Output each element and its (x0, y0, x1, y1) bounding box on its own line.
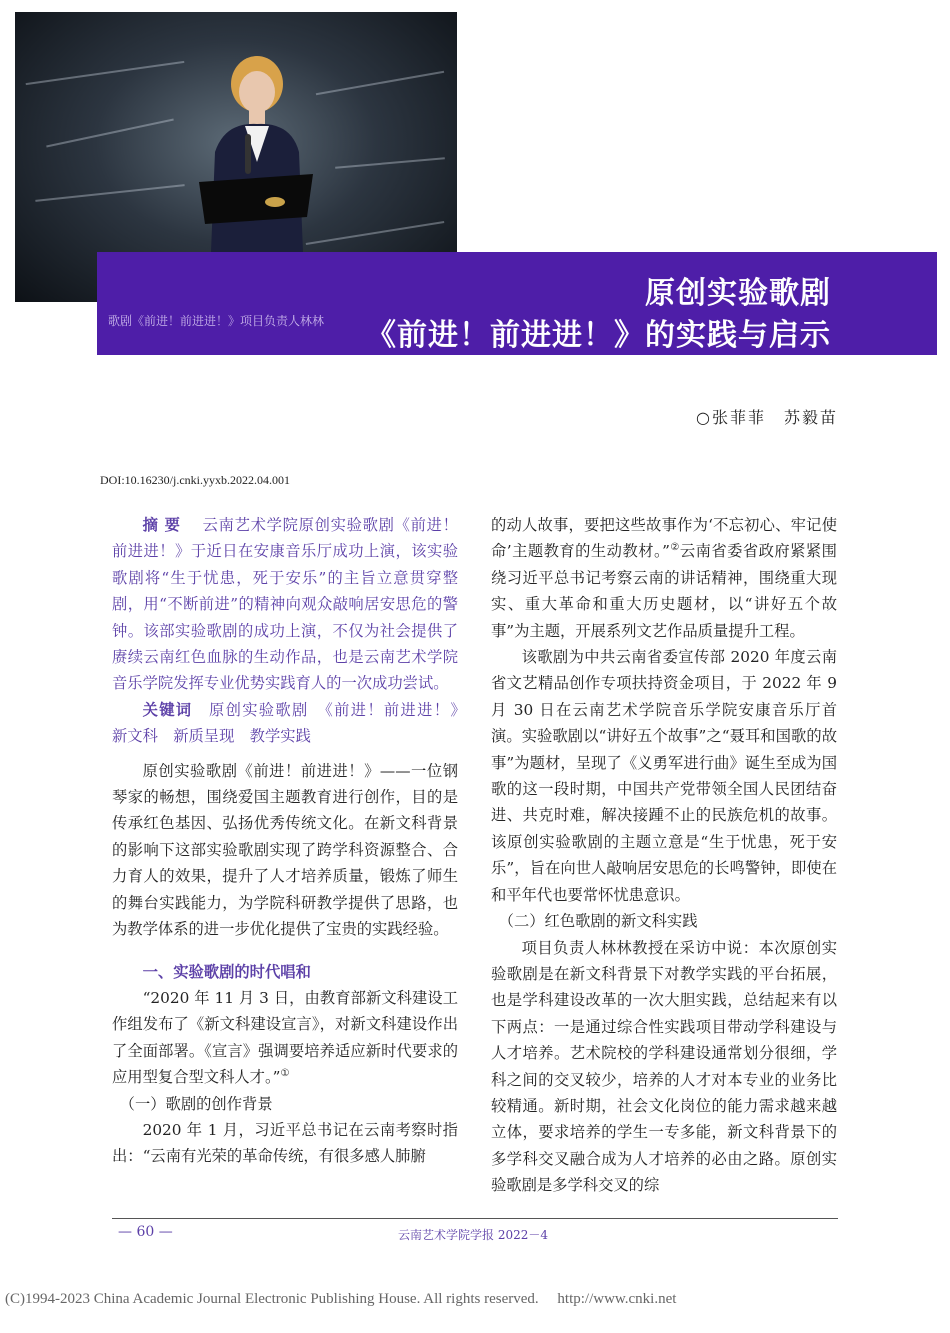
article-title-line1: 原创实验歌剧 (645, 276, 831, 311)
paragraph: “2020 年 11 月 3 日，由教育部新文科建设工作组发布了《新文科建设宣言》，对新文科建设作出了全面部署。《宣言》强调要培养适应新时代要求的应用型复合型文科人才。”① (112, 988, 458, 1087)
subsection-heading-2: （二）红色歌剧的新文科实践 (498, 912, 698, 931)
journal-name: 云南艺术学院学报 2022－4 (398, 1228, 548, 1242)
photo-caption: 歌剧《前进！前进进！》项目负责人林林 (108, 314, 325, 328)
doi: DOI:10.16230/j.cnki.yyxb.2022.04.001 (100, 473, 290, 487)
abstract-label: 摘要 (142, 516, 187, 534)
abstract-text: 云南艺术学院原创实验歌剧《前进！前进进！》于近日在安康音乐厅成功上演，该实验歌剧将“生于忧患，死于安乐”的主旨立意贯穿整剧，用“不断前进”的精神向观众敲响居安思危的警钟。该部实验歌剧的成功上演，不仅为社会提供了赓续云南红色血脉的生动作品，也是云南艺术学院音乐学院发挥专业优势实践育人的一次成功尝试。 (112, 516, 458, 693)
footnote-ref[interactable]: ① (280, 1068, 290, 1080)
authors: ○张菲菲 苏毅苗 (696, 408, 838, 427)
paragraph: 项目负责人林林教授在采访中说：本次原创实验歌剧是在新文科背景下对教学实践的平台拓展，也是学科建设改革的一次大胆实践，总结起来有以下两点：一是通过综合性实践项目带动学科建设与人才培养。艺术院校的学科建设通常划分很细，学科之间的交叉较少，培养的人才对本专业的业务比较精通。新时期，社会文化岗位的能力需求越来越立体，要求培养的学生一专多能，新文科背景下的多学科交叉融合成为人才培养的必由之路。原创实验歌剧是多学科交叉的综 (491, 938, 837, 1195)
keywords-label: 关键词 (142, 700, 193, 719)
paragraph: 的动人故事，要把这些故事作为‘不忘初心、牢记使命’主题教育的生动教材。”②云南省委省政府紧紧围绕习近平总书记考察云南的讲话精神，围绕重大现实、重大革命和重大历史题材，以“讲好五个故事”为主题，开展系列文艺作品质量提升工程。 (491, 516, 837, 640)
keywords-text: 原创实验歌剧 《前进！前进进！》 新文科 新质呈现 教学实践 (112, 700, 474, 746)
right-column (491, 512, 837, 1199)
section-heading-1: 一、实验歌剧的时代唱和 (142, 962, 311, 981)
article-title-line2: 《前进！前进进！》的实践与启示 (366, 318, 831, 353)
footnote-ref[interactable]: ② (669, 542, 680, 554)
paragraph: 2020 年 1 月，习近平总书记在云南考察时指出：“云南有光荣的革命传统，有很多感人肺腑 (112, 1120, 458, 1166)
copyright-notice: (C)1994-2023 China Academic Journal Electronic Publishing House. All rights reserved. http://www.cnki.net (5, 1291, 677, 1307)
paragraph: 该歌剧为中共云南省委宣传部 2020 年度云南省文艺精品创作专项扶持资金项目，于 2022 年 9 月 30 日在云南艺术学院音乐学院安康音乐厅首演。实验歌剧以“讲好五个故事”之“聂耳和国歌的故事”为题材，呈现了《义勇军进行曲》诞生至成为国歌的这一段时期，中国共产党带领全国人民团结奋进、共克时难，解决接踵不止的民族危机的故事。该原创实验歌剧的主题立意是“生于忧患，死于安乐”，旨在向世人敲响居安思危的长鸣警钟，即使在和平年代也要常怀忧患意识。 (491, 648, 837, 904)
intro-paragraph: 原创实验歌剧《前进！前进进！》——一位钢琴家的畅想，围绕爱国主题教育进行创作，目的是传承红色基因、弘扬优秀传统文化。在新文科背景的影响下这部实验歌剧实现了跨学科资源整合、合力育人的效果，提升了人才培养质量，锻炼了师生的舞台实践能力，为学院科研教学提供了思路，也为教学体系的进一步优化提供了宝贵的实践经验。 (112, 761, 458, 939)
title-band (97, 252, 937, 355)
page-number: — 60 — (118, 1224, 173, 1240)
left-column (112, 512, 474, 1170)
keywords (112, 697, 474, 750)
abstract (112, 512, 458, 697)
footer-divider (112, 1218, 838, 1219)
subsection-heading-1: （一）歌剧的创作背景 (119, 1094, 273, 1113)
